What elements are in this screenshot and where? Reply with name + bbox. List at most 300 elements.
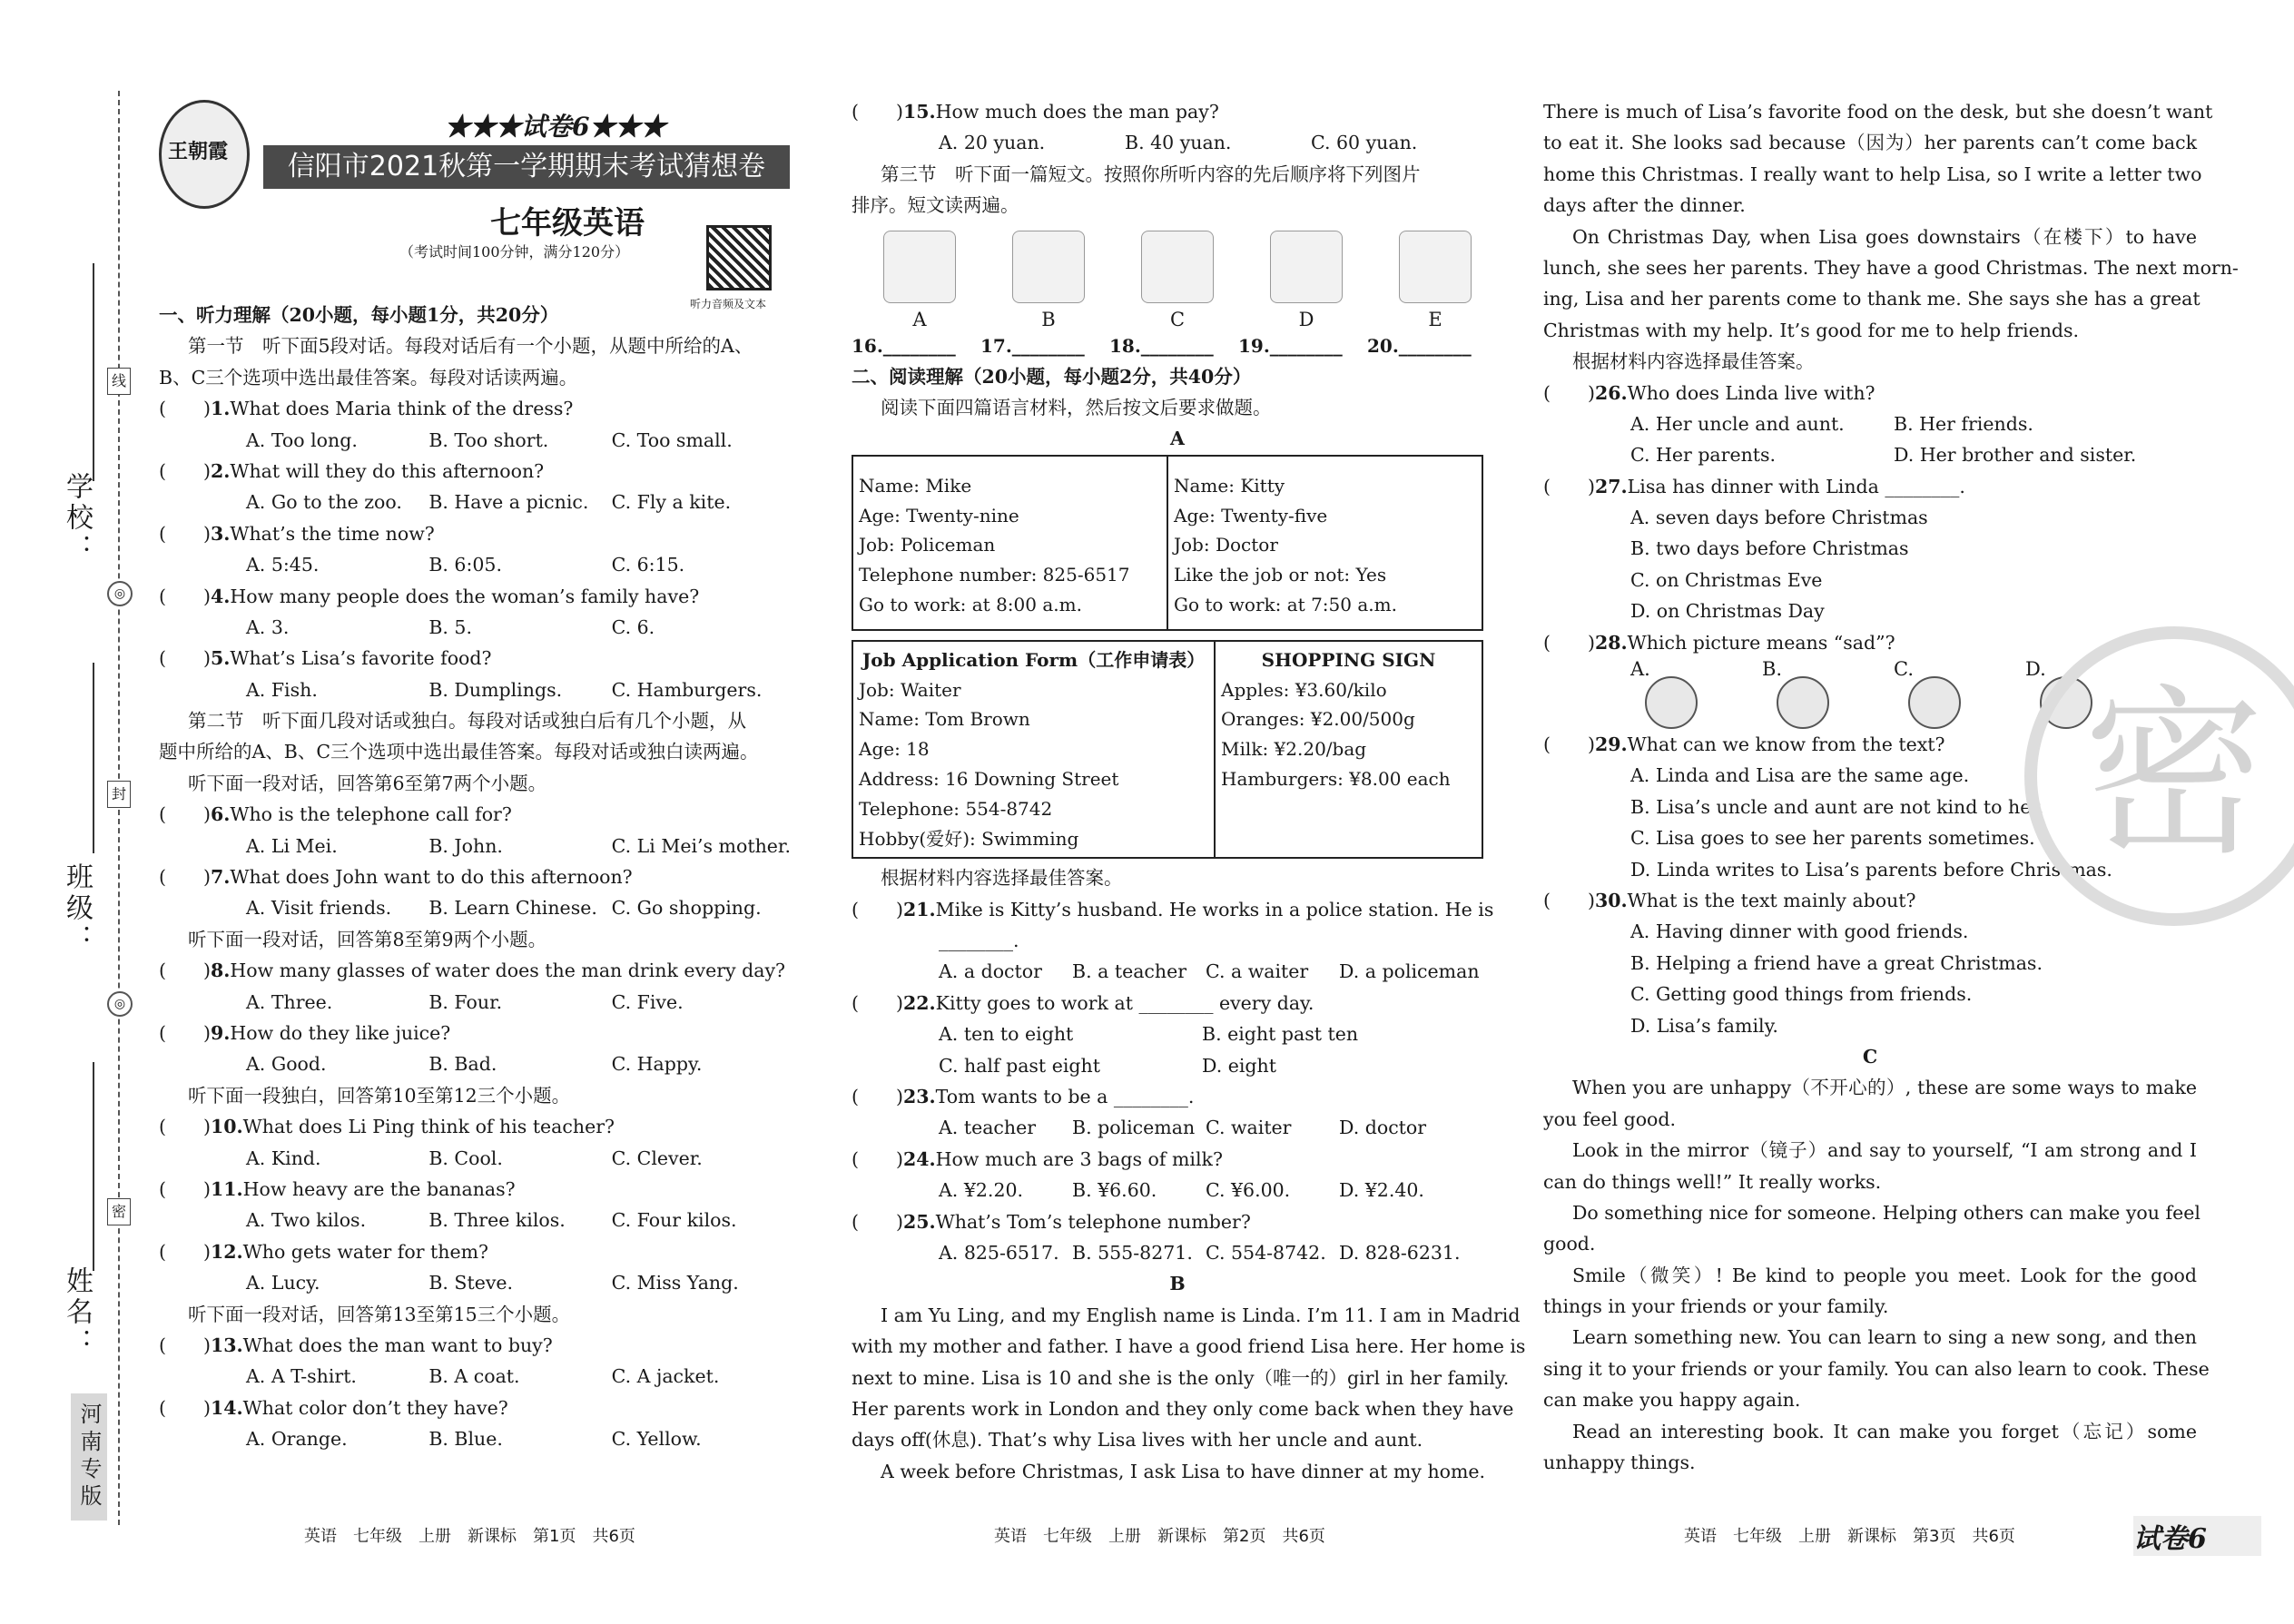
question-dot: . [929, 101, 936, 123]
question-row [159, 861, 794, 892]
options-row [852, 1237, 1503, 1268]
text-line: Age: 18 [859, 738, 930, 761]
watermark-seal: 密 [2024, 626, 2294, 926]
question-text: What’s Tom’s telephone number? [935, 1210, 1251, 1233]
text-line: Hamburgers: ¥8.00 each [1221, 767, 1451, 790]
text-line: Go to work: at 8:00 a.m. [859, 593, 1082, 615]
option-2[interactable]: C. Li Mei’s mother. [611, 834, 791, 857]
footer-page-1: 英语 七年级 上册 新课标 第1页 共6页 [304, 1527, 635, 1546]
text-line: Job: Doctor [1174, 534, 1278, 556]
question-text: How much are 3 bags of milk? [935, 1147, 1223, 1170]
time-info: （考试时间100分钟，满分120分） [399, 243, 630, 261]
question-dot: . [223, 398, 231, 420]
passage-line: next to mine. Lisa is 10 and she is the only（唯一的）girl in her family. [852, 1366, 1510, 1389]
option-1[interactable]: B. Her friends. [1894, 412, 2033, 435]
choose-instruction: 根据材料内容选择最佳答案。 [881, 867, 1123, 890]
question-row [159, 456, 794, 487]
questions-13-14 [159, 1330, 794, 1455]
question-number: 25 [903, 1210, 930, 1233]
sub-intro: 听下面一段对话，回答第8至第9两个小题。 [188, 928, 547, 950]
column-2 [852, 96, 1526, 1487]
text-line: Job: Waiter [859, 678, 961, 701]
question-number: 12 [211, 1240, 237, 1263]
text-line: Milk: ¥2.20/bag [1221, 738, 1367, 761]
passage-line: good. [1543, 1233, 1596, 1255]
passage-line: Christmas with my help. It’s good for me to help friends. [1543, 319, 2080, 341]
option-0[interactable]: A. Too long. [246, 428, 358, 451]
answer-bracket[interactable]: ( ) [159, 1334, 211, 1356]
answer-bracket[interactable]: ( ) [852, 1147, 903, 1170]
answer-bracket[interactable]: ( ) [159, 1116, 211, 1138]
question-number: 5 [211, 647, 224, 670]
questions-21-25 [852, 894, 1503, 1269]
option-0[interactable]: A. 825-6517. [939, 1241, 1059, 1264]
question-row [159, 1393, 794, 1423]
face-option-0[interactable] [1630, 658, 1762, 729]
form-lines [859, 675, 1208, 854]
question-row [159, 518, 794, 549]
question-number: 24 [903, 1147, 930, 1170]
option-1[interactable]: B. 40 yuan. [1125, 132, 1232, 154]
options-row [159, 892, 794, 923]
option-0[interactable]: A. Kind. [246, 1147, 321, 1169]
school-line [93, 263, 94, 481]
answer-bracket[interactable]: ( ) [159, 1177, 211, 1200]
picture-b: B [999, 231, 1098, 330]
question-text: What does Li Ping think of his teacher? [242, 1116, 615, 1138]
option-2[interactable]: C. ¥6.00. [1206, 1179, 1291, 1202]
option-2[interactable]: C. Hamburgers. [611, 678, 763, 701]
option-1[interactable]: B. eight past ten [1202, 1023, 1359, 1046]
question-text: What is the text mainly about? [1627, 889, 1916, 911]
option-1[interactable]: B. Bad. [428, 1053, 497, 1076]
answer-bracket[interactable]: ( ) [1543, 733, 1595, 756]
options-row [159, 1143, 794, 1174]
option-2[interactable]: C. on Christmas Eve [1630, 568, 1823, 591]
question-number: 27 [1595, 475, 1621, 497]
question-number: 7 [211, 866, 224, 889]
option-0[interactable]: A. Good. [246, 1053, 327, 1076]
question-text: What color don’t they have? [242, 1396, 508, 1419]
option-0[interactable]: A. Visit friends. [246, 897, 392, 920]
passage-label-a: A [1170, 428, 1185, 450]
question-dot: . [929, 898, 936, 920]
questions-6-7 [159, 799, 794, 924]
answer-bracket[interactable]: ( ) [159, 803, 211, 826]
option-2[interactable]: C. Too small. [611, 428, 733, 451]
option-2[interactable]: C. Her parents. [1630, 444, 1777, 467]
binding-margin [0, 0, 126, 1624]
text-line: Hobby(爱好): Swimming [859, 827, 1079, 850]
profile-table [852, 455, 1483, 631]
option-0[interactable]: A. A T-shirt. [246, 1365, 357, 1388]
blank-17[interactable]: 17.________ [980, 334, 1085, 357]
passage-line: unhappy things. [1543, 1452, 1696, 1474]
question-dot: . [223, 585, 231, 607]
option-3[interactable]: D. a policeman [1339, 960, 1480, 983]
option-2[interactable]: C. 554-8742. [1206, 1241, 1326, 1264]
face-icon [1777, 676, 1829, 729]
answer-bracket[interactable]: ( ) [159, 960, 211, 982]
part-intro: 第三节 听下面一篇短文。按照你所听内容的先后顺序将下列图片 [881, 162, 1421, 185]
qr-caption: 听力音频及文本 [690, 298, 767, 310]
class-line [93, 663, 94, 853]
option-0[interactable]: A. a doctor [939, 960, 1042, 983]
option-2[interactable]: C. Fly a kite. [611, 491, 732, 514]
option-3[interactable]: D. eight [1202, 1054, 1276, 1077]
question-dot: . [929, 991, 936, 1014]
options-row [1543, 408, 2197, 439]
question-text: Tom wants to be a ________. [935, 1086, 1195, 1108]
text-line: Telephone number: 825-6517 [859, 564, 1130, 586]
face-option-2[interactable] [1894, 658, 2025, 729]
answer-bracket[interactable]: ( ) [852, 898, 903, 920]
option-2[interactable]: C. Happy. [611, 1053, 703, 1076]
question-number: 30 [1595, 889, 1621, 911]
option-1[interactable]: B. Four. [428, 990, 503, 1013]
face-option-1[interactable] [1762, 658, 1894, 729]
option-1[interactable]: B. a teacher [1072, 960, 1187, 983]
text-line: Apples: ¥3.60/kilo [1221, 678, 1387, 701]
options-row [1543, 595, 2197, 626]
question-dot: . [1620, 475, 1628, 497]
cut-line [118, 91, 120, 1525]
option-0[interactable]: A. Go to the zoo. [246, 491, 402, 514]
option-2[interactable]: C. 60 yuan. [1311, 132, 1418, 154]
option-0[interactable]: A. 5:45. [246, 554, 320, 576]
qr-code[interactable] [706, 225, 772, 290]
blank-16[interactable]: 16.________ [852, 334, 956, 357]
options-row [159, 1423, 794, 1454]
question-text: What does Maria think of the dress? [230, 398, 574, 420]
passage-line: ing, Lisa and her parents come to thank me. She says she has a great [1543, 288, 2200, 310]
question-row [159, 799, 794, 830]
options-row [852, 127, 1503, 158]
question-text: Kitty goes to work at ________ every day. [935, 991, 1314, 1014]
passage-line: to eat it. She looks sad because（因为）her parents can’t come back [1543, 132, 2197, 154]
option-1[interactable]: B. Cool. [428, 1147, 503, 1169]
answer-bracket[interactable]: ( ) [852, 991, 903, 1014]
option-1[interactable]: B. Dumplings. [428, 678, 563, 701]
name-label: 姓名： [61, 1266, 93, 1359]
question-row [159, 1236, 794, 1267]
passage-b-continued [1543, 96, 2239, 346]
question-text: Who is the telephone call for? [230, 803, 512, 826]
question-dot: . [223, 647, 231, 670]
option-3: D. [2025, 658, 2046, 681]
question-number: 13 [211, 1334, 237, 1356]
seal-icon: ◎ [107, 991, 133, 1017]
option-0[interactable]: A. Lucy. [246, 1272, 320, 1294]
options-row [159, 1048, 794, 1079]
picture-e: E [1385, 231, 1485, 330]
option-1[interactable]: B. Have a picnic. [428, 491, 589, 514]
option-2[interactable]: C. Getting good things from friends. [1630, 983, 1973, 1006]
question-dot: . [223, 960, 231, 982]
logo-text: 王朝霞 [168, 140, 229, 163]
option-1[interactable]: B. Three kilos. [428, 1209, 566, 1232]
passage-line: can make you happy again. [1543, 1389, 1801, 1412]
option-0[interactable]: A. Orange. [246, 1428, 348, 1451]
option-1[interactable]: B. Learn Chinese. [428, 897, 597, 920]
option-1[interactable]: B. 555-8271. [1072, 1241, 1193, 1264]
question-dot: . [236, 1177, 243, 1200]
option-2[interactable]: C. Clever. [611, 1147, 703, 1169]
option-1[interactable]: B. Blue. [428, 1428, 503, 1451]
question-dot: . [223, 803, 231, 826]
passage-line: days after the dinner. [1543, 194, 1746, 217]
text-line: Oranges: ¥2.00/500g [1221, 708, 1415, 731]
section-title: 二、阅读理解（20小题，每小题2分，共40分） [852, 365, 1252, 388]
name-line [93, 1062, 94, 1271]
option-3[interactable]: D. Lisa’s family. [1630, 1014, 1778, 1037]
option-0[interactable]: A. Having dinner with good friends. [1630, 920, 1969, 943]
sub-intro: 听下面一段对话，回答第13至第15三个小题。 [188, 1303, 571, 1325]
option-0[interactable]: A. Her uncle and aunt. [1630, 412, 1845, 435]
option-2[interactable]: C. Miss Yang. [611, 1272, 739, 1294]
option-1[interactable]: B. Helping a friend have a great Christmas. [1630, 951, 2043, 974]
blank-18[interactable]: 18.________ [1109, 334, 1214, 357]
question-dot: . [223, 866, 231, 889]
text-line: Telephone: 554-8742 [859, 797, 1053, 820]
question-number: 28 [1595, 631, 1621, 654]
option-3[interactable]: D. Linda writes to Lisa’s parents before Christmas. [1630, 858, 2112, 881]
question-text: Who gets water for them? [242, 1240, 489, 1263]
question-number: 4 [211, 585, 224, 607]
option-0[interactable]: A. ¥2.20. [939, 1179, 1024, 1202]
option-2[interactable]: C. waiter [1206, 1117, 1292, 1139]
question-row [852, 1206, 1503, 1237]
part-intro: 题中所给的A、B、C三个选项中选出最佳答案。每段对话或独白读两遍。 [159, 741, 759, 763]
passage-line: Smile（微笑）! Be kind to people you meet. Look for the good [1572, 1264, 2197, 1286]
options-row [159, 612, 794, 643]
options-row [159, 1205, 794, 1235]
question-text: What will they do this afternoon? [230, 459, 545, 482]
answer-bracket[interactable]: ( ) [159, 522, 211, 545]
option-2[interactable]: C. a waiter [1206, 960, 1309, 983]
question-number: 8 [211, 960, 224, 982]
shopping-sign [1215, 641, 1482, 859]
face-icon [1645, 676, 1698, 729]
options-row [1543, 916, 2197, 947]
passage-line: When you are unhappy（不开心的）, these are some ways to make [1572, 1077, 2197, 1099]
options-row [159, 1361, 794, 1392]
answer-bracket[interactable]: ( ) [159, 1240, 211, 1263]
option-2[interactable]: C. 6. [611, 615, 655, 638]
sub-intro: 听下面一段对话，回答第6至第7两个小题。 [188, 772, 547, 794]
school-label: 学校： [61, 472, 93, 565]
option-2[interactable]: C. A jacket. [611, 1365, 720, 1388]
blank-20[interactable]: 20.________ [1367, 334, 1472, 357]
question-text: How heavy are the bananas? [242, 1177, 516, 1200]
question-number: 10 [211, 1116, 237, 1138]
option-1[interactable]: B. ¥6.60. [1072, 1179, 1157, 1202]
option-2[interactable]: C. Five. [611, 990, 684, 1013]
option-2[interactable]: C. Four kilos. [611, 1209, 737, 1232]
passage-line: There is much of Lisa’s favorite food on the desk, but she doesn’t want [1543, 101, 2213, 123]
option-2[interactable]: C. 6:15. [611, 554, 685, 576]
question-number: 9 [211, 1021, 224, 1044]
picture-c: C [1127, 231, 1227, 330]
face-icon [1908, 676, 1961, 729]
option-0[interactable]: A. Linda and Lisa are the same age. [1630, 764, 1970, 787]
seal-icon: ◎ [107, 581, 133, 606]
passage-label-b: B [1169, 1273, 1186, 1295]
option-1[interactable]: B. two days before Christmas [1630, 537, 1909, 560]
options-row [159, 831, 794, 861]
answer-bracket[interactable]: ( ) [1543, 889, 1595, 911]
answer-bracket[interactable]: ( ) [159, 647, 211, 670]
option-3[interactable]: D. on Christmas Day [1630, 600, 1825, 623]
blank-19[interactable]: 19.________ [1238, 334, 1343, 357]
option-1[interactable]: B. Too short. [428, 428, 549, 451]
question-row [852, 1081, 1503, 1112]
passage-line: Her parents work in London and they only come back when they have [852, 1397, 1514, 1420]
option-2[interactable]: C. Yellow. [611, 1428, 702, 1451]
text-line: Age: Twenty-nine [859, 504, 1019, 527]
text-line: Name: Kitty [1174, 474, 1285, 497]
option-2[interactable]: C. Go shopping. [611, 897, 762, 920]
seal-char: 封 [107, 781, 131, 808]
option-0: A. [1630, 658, 1650, 681]
question-dot: . [236, 1116, 243, 1138]
region-label: 河南专版 [71, 1393, 107, 1521]
question-dot: . [223, 459, 231, 482]
option-1[interactable]: B. 6:05. [428, 554, 502, 576]
option-0[interactable]: A. Two kilos. [246, 1209, 367, 1232]
option-0[interactable]: A. 20 yuan. [939, 132, 1046, 154]
question-text: How much does the man pay? [935, 101, 1219, 123]
question-number: 3 [211, 522, 224, 545]
question-dot: . [1620, 733, 1628, 756]
question-text: Lisa has dinner with Linda ________. [1627, 475, 1965, 497]
text-line: Name: Mike [859, 474, 972, 497]
options-row [159, 674, 794, 705]
option-0[interactable]: A. ten to eight [939, 1023, 1074, 1046]
text-line: Job: Policeman [859, 534, 996, 556]
option-1[interactable]: B. 5. [428, 615, 472, 638]
options-row [852, 1019, 1503, 1049]
option-1[interactable]: B. Lisa’s uncle and aunt are not kind to her. [1630, 795, 2044, 818]
shop-title: SHOPPING SIGN [1261, 648, 1436, 671]
question-dot: . [223, 522, 231, 545]
form-table [852, 640, 1483, 860]
question-continued: ________. [939, 930, 1019, 952]
question-row [852, 894, 1503, 925]
answer-bracket[interactable]: ( ) [1543, 631, 1595, 654]
option-3[interactable]: D. ¥2.40. [1339, 1179, 1424, 1202]
option-3[interactable]: D. Her brother and sister. [1894, 444, 2137, 467]
option-2[interactable]: C. half past eight [939, 1054, 1100, 1077]
question-number: 6 [211, 803, 224, 826]
question-row [159, 1111, 794, 1142]
line-char: 线 [107, 368, 131, 395]
passage-line: Read an interesting book. It can make you forget（忘记）some [1572, 1420, 2197, 1442]
answer-bracket[interactable]: ( ) [1543, 475, 1595, 497]
passage-line: with my mother and father. I have a good friend Lisa here. Her home is [852, 1335, 1526, 1358]
part-intro: 第一节 听下面5段对话。每段对话后有一个小题，从题中所给的A、 [188, 335, 753, 358]
answer-bracket[interactable]: ( ) [852, 101, 903, 123]
question-dot: . [236, 1240, 243, 1263]
answer-bracket[interactable]: ( ) [852, 1086, 903, 1108]
option-1[interactable]: B. A coat. [428, 1365, 520, 1388]
options-row [159, 987, 794, 1018]
question-text: Mike is Kitty’s husband. He works in a police station. He is [935, 898, 1494, 920]
question-text: How do they like juice? [230, 1021, 451, 1044]
options-row [1543, 979, 2197, 1009]
passage-line: Look in the mirror（镜子）and say to yourself, “I am strong and I [1572, 1139, 2197, 1162]
option-1[interactable]: B. Steve. [428, 1272, 514, 1294]
option-2: C. [1894, 658, 1914, 681]
questions-8-9 [159, 955, 794, 1080]
answer-bracket[interactable]: ( ) [159, 398, 211, 420]
question-row [852, 988, 1503, 1019]
sub-intro: 听下面一段独白，回答第10至第12三个小题。 [188, 1084, 571, 1107]
options-row [1543, 502, 2197, 533]
answer-bracket[interactable]: ( ) [852, 1210, 903, 1233]
options-row [159, 549, 794, 580]
question-number: 23 [903, 1086, 930, 1108]
answer-bracket[interactable]: ( ) [159, 585, 211, 607]
kitty-card [1167, 456, 1482, 630]
footer-page-2: 英语 七年级 上册 新课标 第2页 共6页 [994, 1527, 1325, 1546]
option-0[interactable]: A. teacher [939, 1117, 1037, 1139]
option-0[interactable]: A. Three. [246, 990, 333, 1013]
class-label: 班级： [61, 862, 93, 955]
option-1[interactable]: B. policeman [1072, 1117, 1196, 1139]
options-row [852, 956, 1503, 987]
option-3[interactable]: D. doctor [1339, 1117, 1427, 1139]
mi-char: 密 [107, 1198, 131, 1225]
question-dot: . [236, 1396, 243, 1419]
part-intro: 排序。短文读两遍。 [852, 194, 1019, 217]
option-0[interactable]: A. seven days before Christmas [1630, 507, 1928, 529]
picture-a: A [870, 231, 970, 330]
answer-bracket[interactable]: ( ) [159, 1396, 211, 1419]
question-number: 1 [211, 398, 224, 420]
question-number: 2 [211, 459, 224, 482]
answer-bracket[interactable]: ( ) [1543, 381, 1595, 404]
option-0[interactable]: A. Fish. [246, 678, 318, 701]
questions-10-12 [159, 1111, 794, 1298]
option-1[interactable]: B. John. [428, 834, 503, 857]
option-3[interactable]: D. 828-6231. [1339, 1241, 1461, 1264]
exam-number: ★★★试卷6★★★ [445, 112, 666, 142]
options-row [1543, 1010, 2197, 1041]
question-row [159, 643, 794, 674]
passage-line: I am Yu Ling, and my English name is Linda. I’m 11. I am in Madrid [881, 1304, 1521, 1326]
question-dot: . [929, 1147, 936, 1170]
answer-bracket[interactable]: ( ) [159, 1021, 211, 1044]
answer-bracket[interactable]: ( ) [159, 459, 211, 482]
option-0[interactable]: A. 3. [246, 615, 290, 638]
option-2[interactable]: C. Lisa goes to see her parents sometimes. [1630, 827, 2035, 850]
question-text: What does John want to do this afternoon? [230, 866, 633, 889]
question-text: How many people does the woman’s family have? [230, 585, 700, 607]
question-number: 26 [1595, 381, 1621, 404]
question-dot: . [236, 1334, 243, 1356]
answer-bracket[interactable]: ( ) [159, 866, 211, 889]
question-text: What does the man want to buy? [242, 1334, 553, 1356]
text-line: Go to work: at 7:50 a.m. [1174, 593, 1397, 615]
question-number: 21 [903, 898, 930, 920]
option-0[interactable]: A. Li Mei. [246, 834, 338, 857]
passage-line: A week before Christmas, I ask Lisa to have dinner at my home. [881, 1460, 1486, 1482]
options-row [159, 425, 794, 456]
options-row [1543, 533, 2197, 564]
questions-1-5 [159, 393, 794, 705]
options-row [1543, 439, 2197, 470]
